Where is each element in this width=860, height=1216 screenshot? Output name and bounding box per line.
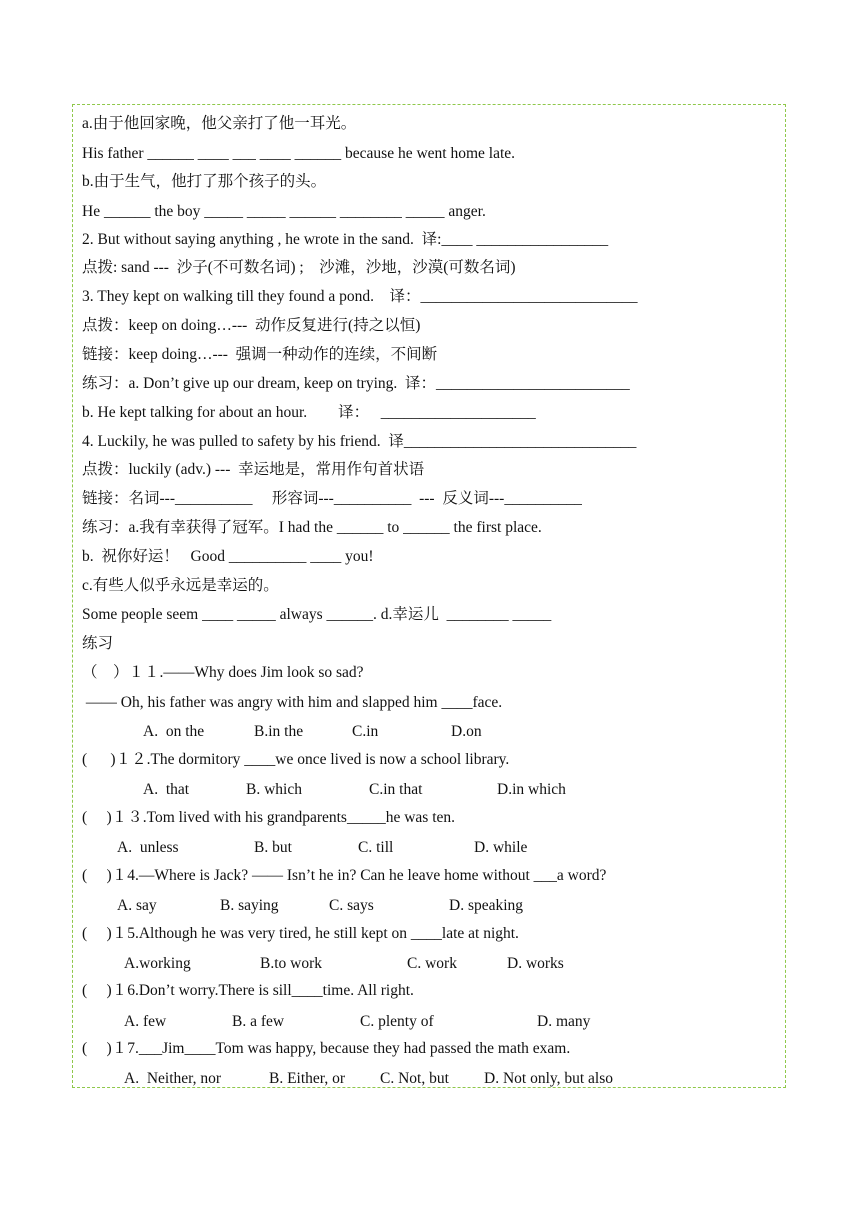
text-line: 点拨：keep on doing…--- 动作反复进行(持之以恒) xyxy=(82,317,421,334)
text-line: He ______ the boy _____ _____ ______ ________ _____ anger. xyxy=(82,203,486,220)
question-stem: ( )１２.The dormitory ____we once lived is now a school library. xyxy=(82,751,510,768)
option-a: A. Neither, nor xyxy=(124,1070,222,1087)
text-line: b.由于生气，他打了那个孩子的头。 xyxy=(82,173,327,190)
question-stem: （ ）１１.——Why does Jim look so sad? xyxy=(82,664,364,681)
option-c: C. Not, but xyxy=(380,1070,449,1087)
option-a: A. say xyxy=(117,897,157,914)
text-line: 4. Luckily, he was pulled to safety by his friend. 译______________________________ xyxy=(82,433,637,450)
option-a: A.working xyxy=(124,955,191,972)
option-c: C. work xyxy=(407,955,457,972)
text-line: b. He kept talking for about an hour. 译： ____________________ xyxy=(82,404,536,421)
text-line: 链接：名词---__________ 形容词---__________ --- 反义词---__________ xyxy=(82,490,582,507)
question-stem: ( )１4.—Where is Jack? —— Isn’t he in? Can he leave home without ___a word? xyxy=(82,867,607,884)
option-c: C.in xyxy=(352,723,379,740)
option-a: A. on the xyxy=(143,723,205,740)
option-c: C. till xyxy=(358,839,394,856)
text-line: Some people seem ____ _____ always ______. d.幸运儿 ________ _____ xyxy=(82,606,552,623)
text-line: 3. They kept on walking till they found a pond. 译：____________________________ xyxy=(82,288,638,305)
option-a: A. few xyxy=(124,1013,167,1030)
option-c: C. says xyxy=(329,897,374,914)
text-line: 练习：a. Don’t give up our dream, keep on trying. 译：_________________________ xyxy=(82,375,630,392)
option-c: C.in that xyxy=(369,781,423,798)
option-d: D. speaking xyxy=(449,897,524,914)
option-b: B. which xyxy=(246,781,302,798)
option-b: B. saying xyxy=(220,897,279,914)
question-dialogue: —— Oh, his father was angry with him and slapped him ____face. xyxy=(82,694,503,711)
question-stem: ( )１7.___Jim____Tom was happy, because they had passed the math exam. xyxy=(82,1040,571,1057)
question-stem: ( )１6.Don’t worry.There is sill____time. All right. xyxy=(82,982,414,999)
option-d: D.on xyxy=(451,723,482,740)
question-stem: ( )１３.Tom lived with his grandparents_____he was ten. xyxy=(82,809,455,826)
text-line: b. 祝你好运！ Good __________ ____ you! xyxy=(82,548,374,565)
text-line: 链接：keep doing…--- 强调一种动作的连续，不间断 xyxy=(82,346,438,363)
option-b: B. but xyxy=(254,839,292,856)
option-a: A. that xyxy=(143,781,190,798)
option-a: A. unless xyxy=(117,839,179,856)
text-line: a.由于他回家晚，他父亲打了他一耳光。 xyxy=(82,115,357,132)
text-line: His father ______ ____ ___ ____ ______ because he went home late. xyxy=(82,145,516,162)
option-d: D. works xyxy=(507,955,564,972)
option-b: B.to work xyxy=(260,955,322,972)
section-heading: 练习 xyxy=(82,635,114,652)
option-d: D. many xyxy=(537,1013,591,1030)
text-line: 2. But without saying anything , he wrote in the sand. 译:____ _________________ xyxy=(82,231,609,248)
option-b: B. Either, or xyxy=(269,1070,346,1087)
text-line: 点拨：luckily (adv.) --- 幸运地是，常用作句首状语 xyxy=(82,461,425,478)
question-stem: ( )１5.Although he was very tired, he still kept on ____late at night. xyxy=(82,925,519,942)
option-b: B. a few xyxy=(232,1013,285,1030)
option-d: D. Not only, but also xyxy=(484,1070,614,1087)
option-c: C. plenty of xyxy=(360,1013,434,1030)
option-d: D. while xyxy=(474,839,528,856)
option-b: B.in the xyxy=(254,723,304,740)
text-line: c.有些人似乎永远是幸运的。 xyxy=(82,577,279,594)
text-line: 练习：a.我有幸获得了冠军。I had the ______ to ______ the first place. xyxy=(82,519,542,536)
text-line: 点拨: sand --- 沙子(不可数名词) ; 沙滩，沙地，沙漠(可数名词) xyxy=(82,259,516,276)
option-d: D.in which xyxy=(497,781,566,798)
